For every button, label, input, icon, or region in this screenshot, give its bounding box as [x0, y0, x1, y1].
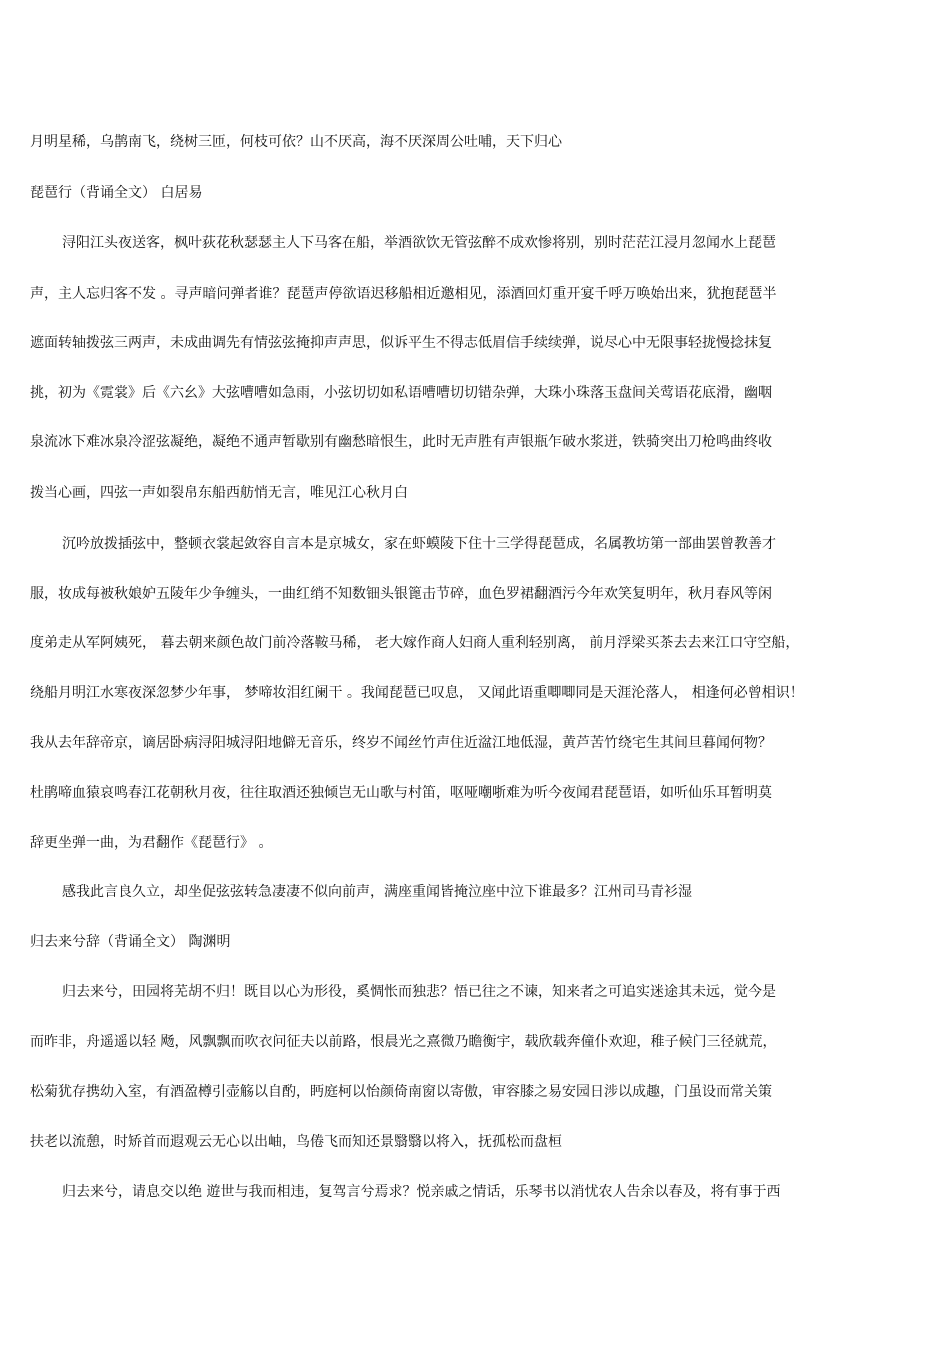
paragraph-line: 服，妆成每被秋娘妒五陵年少争缠头，一曲红绡不知数钿头银篦击节碎，血色罗裙翻酒污今年欢笑复明年，秋月春风等闲: [30, 586, 772, 602]
section-title: 归去来兮辞（背诵全文） 陶渊明: [30, 934, 231, 950]
paragraph-line: 杜鹃啼血猿哀鸣春江花朝秋月夜，往往取酒还独倾岂无山歌与村笛，呕哑嘲哳难为听今夜闻君琵琶语，如听仙乐耳暂明莫: [30, 785, 772, 801]
paragraph-line: 归去来兮，田园将芜胡不归！既目以心为形役，奚惆怅而独悲？悟已往之不谏，知来者之可追实迷途其未远，觉今是: [62, 984, 776, 1000]
paragraph-line: 而昨非，舟遥遥以轻 飏，风飘飘而吹衣问征夫以前路，恨晨光之熹微乃瞻衡宇，载欣载奔僮仆欢迎，稚子候门三径就荒，: [30, 1034, 777, 1050]
text-line: 月明星稀，乌鹊南飞，绕树三匝，何枝可依？山不厌高，海不厌深周公吐哺，天下归心: [30, 134, 562, 150]
paragraph-line: 度弟走从军阿姨死， 暮去朝来颜色故门前冷落鞍马稀， 老大嫁作商人妇商人重利轻别离， 前月浮梁买茶去去来江口守空船，: [30, 635, 800, 651]
paragraph-line: 沉吟放拨插弦中，整顿衣裳起敛容自言本是京城女，家在虾蟆陵下住十三学得琵琶成，名属教坊第一部曲罢曾教善才: [62, 536, 776, 552]
paragraph-line: 辞更坐弹一曲，为君翻作《琵琶行》 。: [30, 835, 273, 851]
paragraph-line: 扶老以流憩，时矫首而遐观云无心以出岫，鸟倦飞而知还景翳翳以将入，抚孤松而盘桓: [30, 1134, 562, 1150]
paragraph-line: 归去来兮，请息交以绝 遊世与我而相违，复驾言兮焉求？悦亲戚之情话，乐琴书以消忧农人告余以春及，将有事于西: [62, 1184, 781, 1200]
paragraph-line: 拨当心画，四弦一声如裂帛东船西舫悄无言，唯见江心秋月白: [30, 485, 408, 501]
paragraph-line: 我从去年辞帝京，谪居卧病浔阳城浔阳地僻无音乐，终岁不闻丝竹声住近湓江地低湿，黄芦苦竹绕宅生其间旦暮闻何物？: [30, 735, 772, 751]
paragraph-line: 声，主人忘归客不发 。寻声暗问弹者谁？琵琶声停欲语迟移船相近邀相见，添酒回灯重开宴千呼万唤始出来，犹抱琵琶半: [30, 286, 777, 302]
section-title: 琵琶行（背诵全文） 白居易: [30, 185, 203, 201]
paragraph-line: 挑，初为《霓裳》后《六幺》大弦嘈嘈如急雨，小弦切切如私语嘈嘈切切错杂弹，大珠小珠落玉盘间关莺语花底滑，幽咽: [30, 385, 772, 401]
paragraph-line: 浔阳江头夜送客，枫叶荻花秋瑟瑟主人下马客在船，举酒欲饮无管弦醉不成欢惨将别，别时茫茫江浸月忽闻水上琵琶: [62, 235, 776, 251]
paragraph-line: 感我此言良久立，却坐促弦弦转急凄凄不似向前声，满座重闻皆掩泣座中泣下谁最多？江州司马青衫湿: [62, 884, 692, 900]
paragraph-line: 绕船月明江水寒夜深忽梦少年事， 梦啼妆泪红阑干 。我闻琵琶已叹息， 又闻此语重唧唧同是天涯沦落人， 相逢何必曾相识！: [30, 685, 804, 701]
paragraph-line: 松菊犹存携幼入室，有酒盈樽引壶觞以自酌，眄庭柯以怡颜倚南窗以寄傲，审容膝之易安园日涉以成趣，门虽设而常关策: [30, 1084, 772, 1100]
paragraph-line: 遮面转轴拨弦三两声，未成曲调先有情弦弦掩抑声声思，似诉平生不得志低眉信手续续弹，说尽心中无限事轻拢慢捻抹复: [30, 335, 772, 351]
paragraph-line: 泉流冰下难冰泉冷涩弦凝绝，凝绝不通声暂歇别有幽愁暗恨生，此时无声胜有声银瓶乍破水浆迸，铁骑突出刀枪鸣曲终收: [30, 434, 772, 450]
